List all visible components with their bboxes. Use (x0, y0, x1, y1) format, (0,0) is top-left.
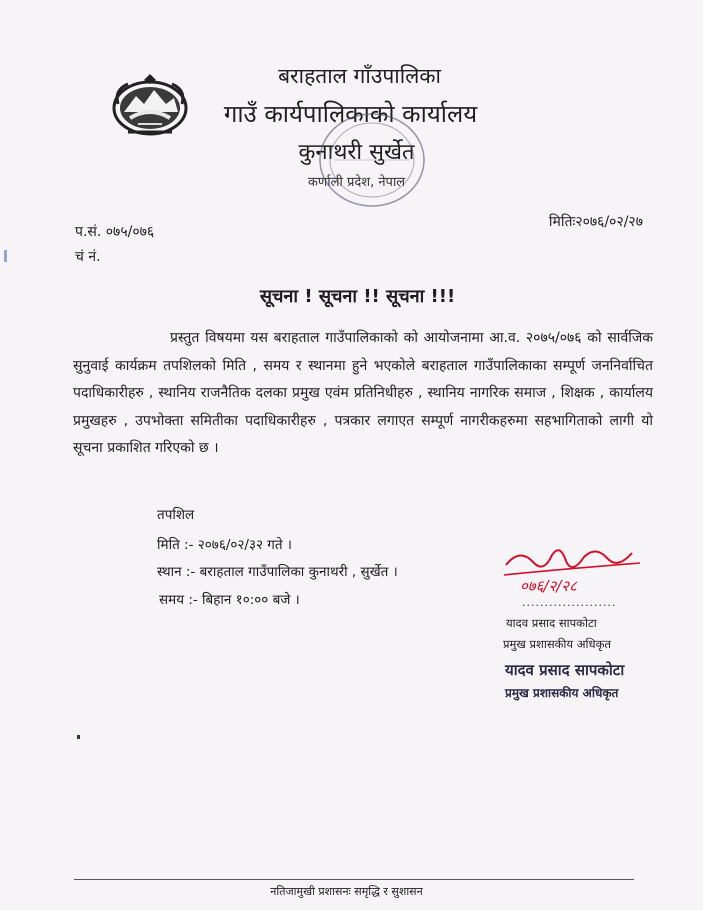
handwritten-date: ०७६/२/२८ (520, 577, 577, 595)
handwritten-signature-icon (500, 545, 650, 595)
dispatch-number: चं नं. (75, 249, 101, 265)
signatory-designation: प्रमुख प्रशासकीय अधिकृत (503, 637, 611, 651)
office-name: गाउँ कार्यपालिकाको कार्यालय (223, 100, 478, 128)
office-stamp-icon (312, 108, 432, 213)
municipality-name: बराहताल गाँउपालिका (278, 64, 441, 88)
footer-motto: नतिजामुखी प्रशासनः समृद्धि र सुशासन (270, 885, 423, 898)
details-heading: तपशिल (157, 507, 195, 523)
province-line: कर्णाली प्रदेश, नेपाल (307, 175, 406, 190)
notice-body (73, 325, 653, 463)
signatory-stamp-designation: प्रमुख प्रशासकीय अधिकृत (505, 686, 619, 700)
details-date: मिति :- २०७६/०२/३२ गते । (157, 537, 293, 553)
reference-number: प.सं. ०७५/०७६ (75, 224, 155, 240)
scan-dot (77, 735, 80, 739)
details-time: समय :- बिहान १०:०० बजे । (159, 592, 300, 608)
issue-date: मितिः२०७६/०२/२७ (548, 214, 643, 230)
details-place: स्थान :- बराहताल गाउँपालिका कुनाथरी , सुर्खेत । (157, 564, 398, 580)
signatory-name: यादव प्रसाद सापकोटा (506, 616, 597, 630)
signatory-stamp-name: यादव प्रसाद सापकोटा (505, 661, 625, 679)
office-location: कुनाथरी सुर्खेत (298, 140, 415, 165)
notice-title: सूचना ! सूचना !! सूचना !!! (259, 286, 456, 307)
signature-line: ..................... (522, 596, 617, 609)
footer-divider (74, 879, 634, 880)
notice-body-text: प्रस्तुत विषयमा यस बराहताल गाउँपालिकाको को आयोजनामा आ.व. २०७५/०७६ को सार्वजिक सुनुवाई कार्यक्रम तपशिलको मिति , समय र स्थानमा हुने भएकोले बराहताल गाउँपालिकाका सम्पूर्ण जननिर्वाचित पदाधिकारीहरु , स्थानिय राजनैतिक दलका प्रमुख एवंम प्रतिनिधीहरु , स्थानिय नागरिक समाज , शिक्षक , कार्यालय प्रमुखहरु , उपभोक्ता समितीका पदाधिकारीहरु , पत्रकार लगाएत सम्पूर्ण नागरीकहरुमा सहभागिताको लागी यो सूचना प्रकाशित गरिएको छ । (73, 330, 653, 457)
scan-mark (4, 250, 7, 262)
